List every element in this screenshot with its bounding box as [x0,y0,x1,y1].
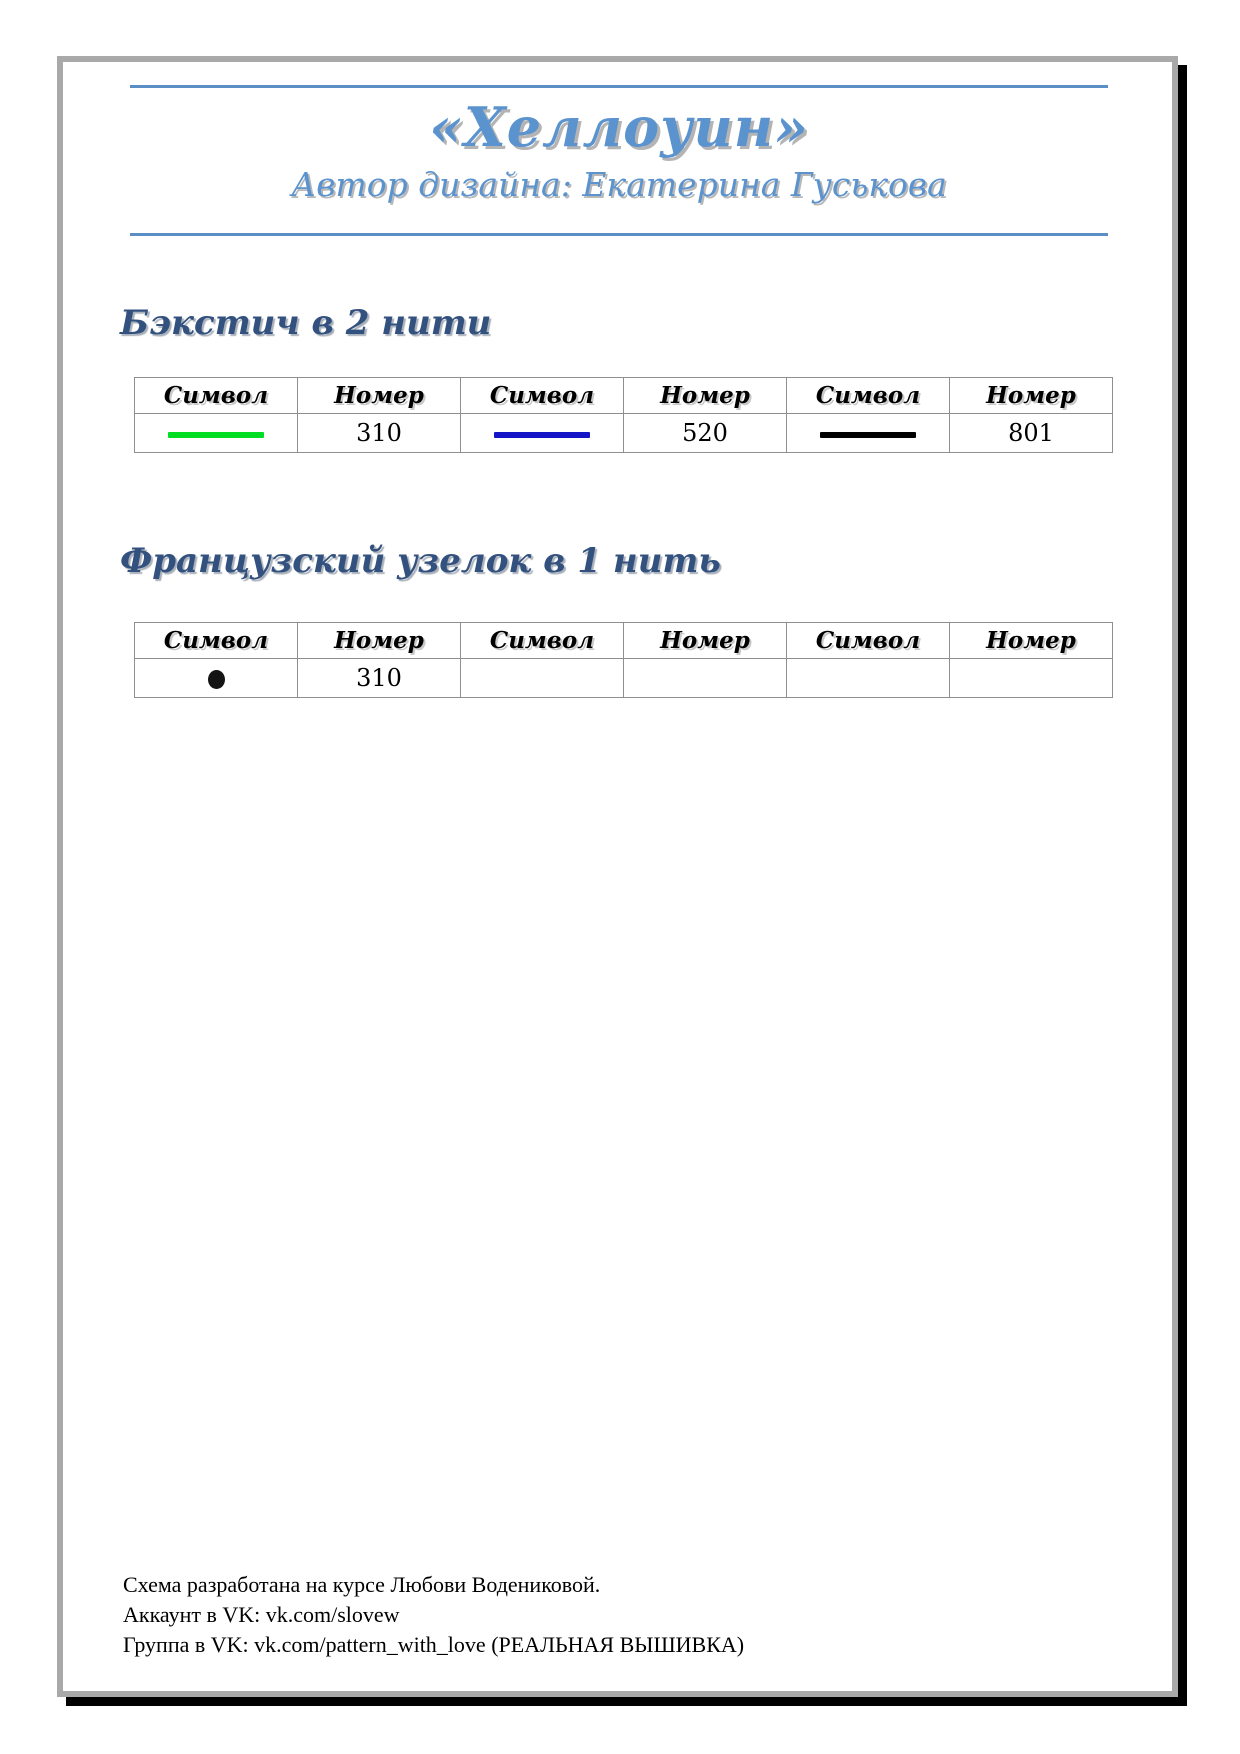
footer-credits [123,1570,744,1660]
header-divider-rule [130,233,1108,236]
number-cell [624,659,787,698]
table-row [135,659,1113,698]
backstitch-legend-table [134,377,1113,453]
table-header-row [135,623,1113,659]
top-divider-rule [130,85,1108,88]
document-page [57,56,1178,1697]
number-cell: 801 [950,414,1113,453]
symbol-cell-empty [787,659,950,698]
green-line-symbol [168,432,264,438]
number-cell: 520 [624,414,787,453]
header-block [130,95,1108,205]
number-cell: 310 [298,414,461,453]
symbol-cell [461,414,624,453]
black-line-symbol [820,432,916,438]
column-header-symbol: Символ [461,623,624,659]
symbol-cell [135,414,298,453]
footer-line-vk-account: Аккаунт в VK: vk.com/slovew [123,1602,400,1627]
table-header-row [135,378,1113,414]
column-header-symbol: Символ [787,623,950,659]
table-row [135,414,1113,453]
footer-line-course: Схема разработана на курсе Любови Водениковой. [123,1572,601,1597]
black-dot-symbol [208,670,225,689]
number-cell: 310 [298,659,461,698]
column-header-number: Номер [624,623,787,659]
column-header-number: Номер [950,378,1113,414]
column-header-number: Номер [624,378,787,414]
symbol-cell [787,414,950,453]
column-header-symbol: Символ [461,378,624,414]
symbol-cell-empty [461,659,624,698]
section-heading-backstitch: Бэкстич в 2 нити [120,303,492,343]
page-title: «Хеллоуин» [429,95,809,159]
column-header-symbol: Символ [135,623,298,659]
column-header-number: Номер [950,623,1113,659]
symbol-cell [135,659,298,698]
footer-line-vk-group: Группа в VK: vk.com/pattern_with_love (РЕАЛЬНАЯ ВЫШИВКА) [123,1632,745,1657]
french-knot-legend-table [134,622,1113,698]
author-subtitle: Автор дизайна: Екатерина Гуськова [291,165,947,205]
number-cell [950,659,1113,698]
blue-line-symbol [494,432,590,438]
column-header-number: Номер [298,623,461,659]
column-header-symbol: Символ [787,378,950,414]
section-heading-french-knot: Французский узелок в 1 нить [120,541,721,581]
column-header-symbol: Символ [135,378,298,414]
column-header-number: Номер [298,378,461,414]
